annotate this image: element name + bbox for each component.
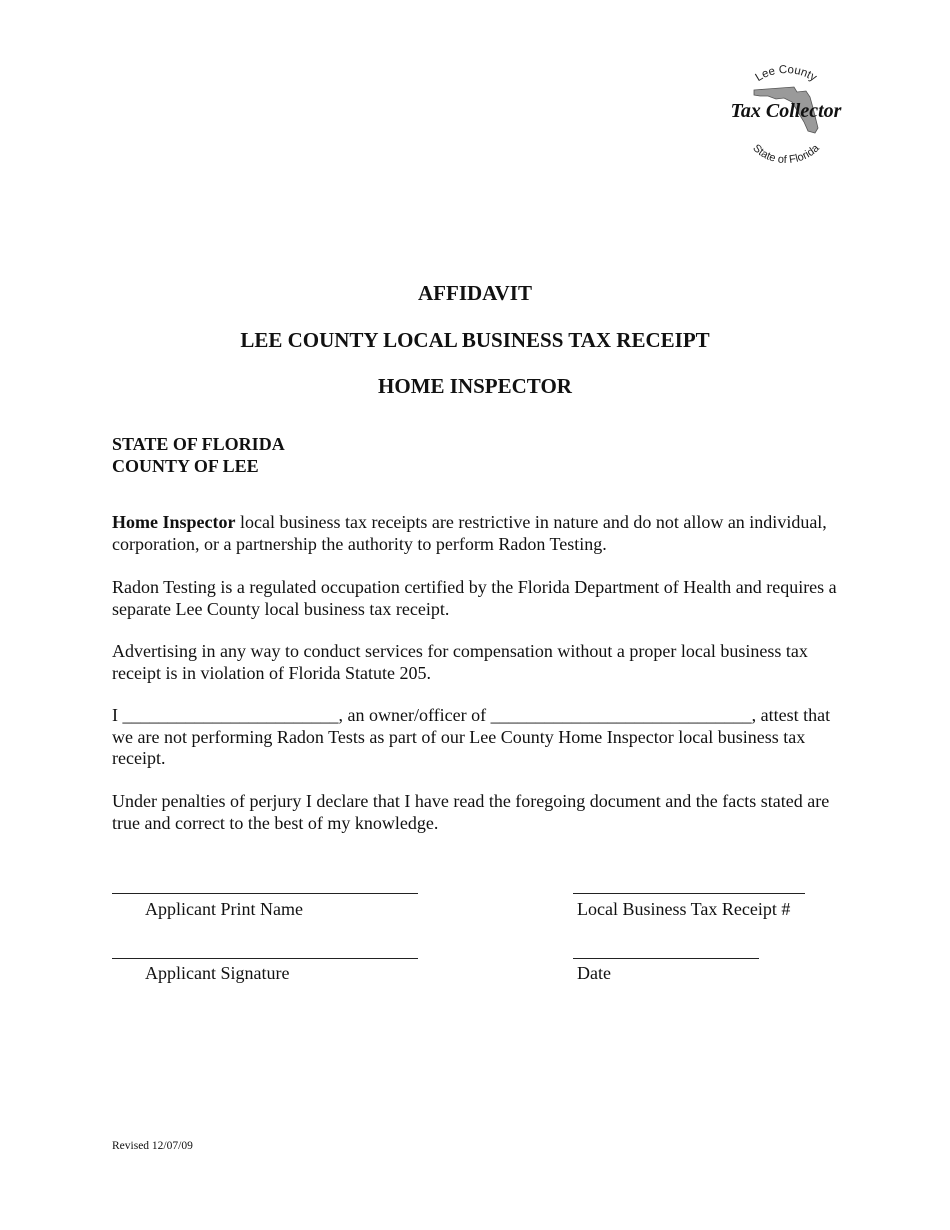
- paragraph-restrictions: [112, 512, 847, 555]
- applicant-print-name-line[interactable]: [112, 893, 418, 894]
- svg-text:Lee County: [753, 64, 818, 84]
- date-label: Date: [577, 963, 611, 983]
- paragraph-advertising: Advertising in any way to conduct services for compensation without a proper local business tax receipt is in violation of Florida Statute 205.: [112, 641, 808, 683]
- state-heading: STATE OF FLORIDA: [112, 434, 285, 454]
- paragraph-perjury: Under penalties of perjury I declare that I have read the foregoing document and the facts stated are true and correct to the best of my knowledge.: [112, 791, 830, 833]
- applicant-print-name-label: Applicant Print Name: [145, 899, 303, 919]
- applicant-signature-line[interactable]: [112, 958, 418, 959]
- revision-date: Revised 12/07/09: [112, 1140, 193, 1152]
- receipt-number-line[interactable]: [573, 893, 805, 894]
- affidavit-title: AFFIDAVIT: [418, 281, 532, 305]
- jurisdiction-block: [112, 433, 285, 477]
- receipt-number-label: Local Business Tax Receipt #: [577, 899, 791, 919]
- home-inspector-emphasis: Home Inspector: [112, 512, 236, 532]
- logo-bottom-text: State of Florida: [750, 142, 822, 166]
- applicant-signature-label: Applicant Signature: [145, 963, 290, 983]
- paragraph-restrictions-text: local business tax receipts are restrictive in nature and do not allow an individual, corporation, or a partnership the authority to perform Radon Testing.: [112, 512, 827, 554]
- date-line[interactable]: [573, 958, 759, 959]
- logo-top-text: Lee County: [753, 63, 819, 85]
- svg-text:State of Florida: [750, 142, 822, 166]
- county-heading: COUNTY OF LEE: [112, 456, 259, 476]
- occupation-title: HOME INSPECTOR: [378, 374, 572, 398]
- logo-main-text: Tax Collector: [730, 100, 842, 122]
- receipt-title: LEE COUNTY LOCAL BUSINESS TAX RECEIPT: [240, 328, 710, 352]
- tax-collector-logo: [720, 62, 852, 166]
- paragraph-attestation: I ________________________, an owner/officer of _____________________________, attest that we are not performing Radon Tests as part of our Lee County Home Inspector local business tax receipt.: [112, 705, 831, 768]
- paragraph-radon-regulation: Radon Testing is a regulated occupation certified by the Florida Department of Health and requires a separate Lee County local business tax receipt.: [112, 577, 837, 619]
